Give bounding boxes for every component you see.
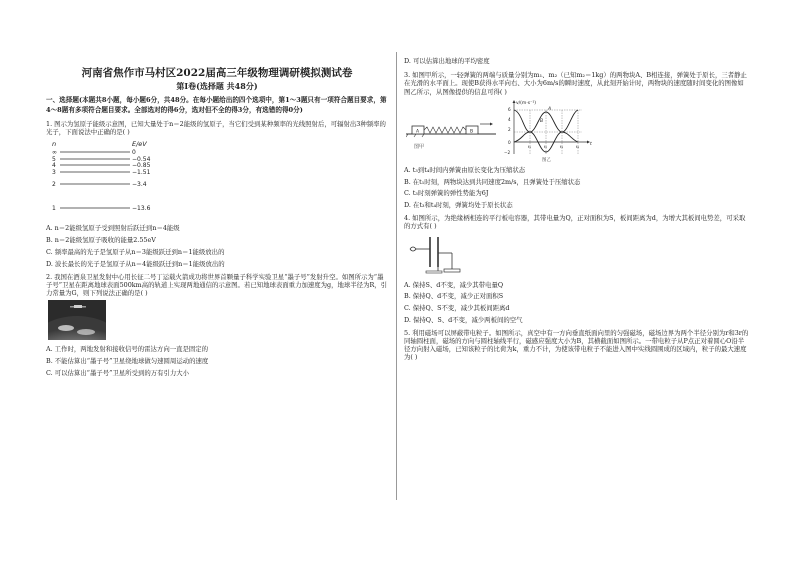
energy-level-diagram — [46, 140, 196, 216]
svg-text:B: B — [470, 129, 474, 135]
vt-x-axis-label: t — [590, 141, 592, 147]
energy-level-value-label: 0 — [132, 149, 136, 157]
section-instructions: 一、选择题(本题共8小题，每小题6分，共48分。在每小题给出的四个选项中，第1～3题只有一项符合题目要求，第4～8题有多项符合题目要求。全部选对的得6分，选对但不全的得3分，有选错的得0分) — [46, 96, 387, 114]
q4-option-a: A. 保持S、d不变，减少其带电量Q — [404, 280, 504, 289]
vt-y-axis-label: v/(m·s⁻¹) — [516, 100, 537, 106]
q4-stem: 4. 如图所示，为绝缘柄相连的平行板电容器，其带电量为Q，正对面积为S，板间距离为d，为增大其板间电势差，可采取的方式有( ) — [404, 214, 746, 231]
energy-level-n-label: 1 — [52, 205, 56, 213]
q4-option-d: D. 保持Q、S、d不变，减少两板间的空气 — [404, 315, 523, 324]
energy-level-value-label: −13.6 — [132, 205, 151, 213]
energy-level-value-label: −0.54 — [132, 156, 151, 164]
vt-y-tick-neg2: −2 — [504, 149, 511, 155]
q1-option-c: C. 频率最高的光子是氢原子从n＝3能级跃迁到n＝1能级放出的 — [46, 247, 225, 256]
curve-b-label: B — [540, 118, 544, 124]
satellite-earth-image — [48, 300, 106, 340]
energy-axis-label: E/eV — [132, 140, 147, 149]
energy-level-value-label: −0.85 — [132, 162, 151, 170]
svg-text:A: A — [416, 129, 420, 135]
vt-x-tick-t1: t₁ — [528, 143, 532, 149]
fig-b-label: 图乙 — [542, 157, 551, 162]
right-column — [404, 52, 750, 364]
vt-y-tick-6: 6 — [508, 106, 511, 112]
energy-levels — [52, 149, 151, 212]
fig-a-label: 图甲 — [414, 143, 425, 150]
q2-option-d: D. 可以估算出地球的平均密度 — [404, 57, 490, 65]
q2-stem: 2. 我国在酒泉卫星发射中心用长征二号丁运载火箭成功将世界首颗量子科学实验卫星“墨子号”发射升空。如图所示为“墨子号”卫星在距离地球表面500km高的轨道上实现两地通信的示意图。若已知地球表面重力加速度为g，地球半径为R，引力常量为G，则下列说法正确的是( ) — [46, 272, 388, 298]
q4-option-b: B. 保持Q、d不变，减少正对面积S — [404, 292, 504, 301]
q3-option-c: C. t₃时刻弹簧的弹性势能为6J — [404, 189, 489, 198]
energy-level-n-label: ∞ — [52, 149, 57, 157]
exam-title: 河南省焦作市马村区2022届高三年级物理调研模拟测试卷 — [81, 67, 353, 79]
curve-a-label: A — [548, 106, 552, 112]
left-column — [46, 52, 388, 380]
velocity-time-graph — [502, 98, 622, 162]
column-divider — [396, 52, 397, 500]
capacitor-electroscope-figure — [408, 233, 468, 275]
q5-stem: 5. 利用磁场可以屏蔽带电粒子。如图所示，真空中有一方向垂直纸面向里的匀强磁场，磁场边界为两个半径分别为r和3r的同轴圆柱面，磁场的方向与圆柱轴线平行，磁感应强度大小为B，其横截面如图所示。一带电粒子从P点正对着圆心O沿半径方向射入磁场，已知该粒子的比荷为k，重力不计，为使该带电粒子不能进入图中实线圆围成的区域内，粒子的最大速度为( ) — [404, 328, 749, 362]
q1-option-d: D. 波长最长的光子是氢原子从n＝4能级跃迁到n＝1能级放出的 — [46, 259, 225, 268]
exam-subtitle: 第Ⅰ卷(选择题 共48分) — [176, 81, 258, 91]
q3-stem: 3. 如图甲所示，一轻弹簧的两端与质量分别为m₁、m₂（已知m₂＝1kg）的两物块A、B相连接，弹簧处于原长，三者静止在光滑的水平面上。现使B获得水平向右、大小为6m/s的瞬时速度，从此刻开始计时，两物块的速度随时间变化的图像如图乙所示，从图像提供的信息可得( ) — [404, 71, 747, 96]
q2-option-a: A. 工作时，两地发射和接收信号的雷达方向一直是固定的 — [46, 345, 209, 354]
vt-x-tick-t4: t₄ — [576, 143, 580, 149]
energy-level-value-label: −1.51 — [132, 169, 151, 177]
n-axis-label: n — [52, 140, 57, 149]
q3-option-b: B. 在t₁时刻，两物块达到共同速度2m/s，且弹簧处于压缩状态 — [404, 177, 581, 186]
q1-stem: 1. 图示为氢原子能级示意图，已知大量处于n＝2能级的氢原子，当它们受到某种频率的光线照射后，可辐射出3种频率的光子，下面说法中正确的是( ) — [46, 120, 386, 137]
q2-option-b: B. 不能估算出“墨子号”卫星绕地球做匀速圆周运动的速度 — [46, 357, 209, 366]
energy-level-n-label: 4 — [52, 162, 56, 170]
vt-y-tick-4: 4 — [508, 116, 511, 122]
energy-level-n-label: 2 — [52, 181, 56, 189]
q1-option-b: B. n＝2能级氢原子吸收的能量2.55eV — [46, 236, 156, 245]
vt-y-tick-0: 0 — [508, 139, 511, 145]
q4-option-c: C. 保持Q、S不变，减少其板间距离d — [404, 303, 510, 312]
spring-blocks-figure — [406, 112, 498, 152]
vt-x-tick-t3: t₃ — [560, 143, 564, 149]
q3-option-a: A. t₃到t₄时间内弹簧由原长变化为压缩状态 — [404, 165, 526, 174]
energy-level-n-label: 5 — [52, 156, 56, 164]
q1-option-a: A. n＝2能级氢原子受到照射后跃迁到n＝4能级 — [46, 224, 180, 233]
energy-level-value-label: −3.4 — [132, 181, 147, 189]
q2-option-c: C. 可以估算出“墨子号”卫星所受到的万有引力大小 — [46, 368, 190, 377]
vt-y-tick-2: 2 — [508, 126, 511, 132]
energy-level-n-label: 3 — [52, 169, 56, 177]
q3-figures — [404, 98, 750, 162]
q3-option-d: D. 在t₃和t₄时刻，弹簧均处于原长状态 — [404, 200, 513, 209]
vt-x-tick-t2: t₂ — [544, 143, 548, 149]
